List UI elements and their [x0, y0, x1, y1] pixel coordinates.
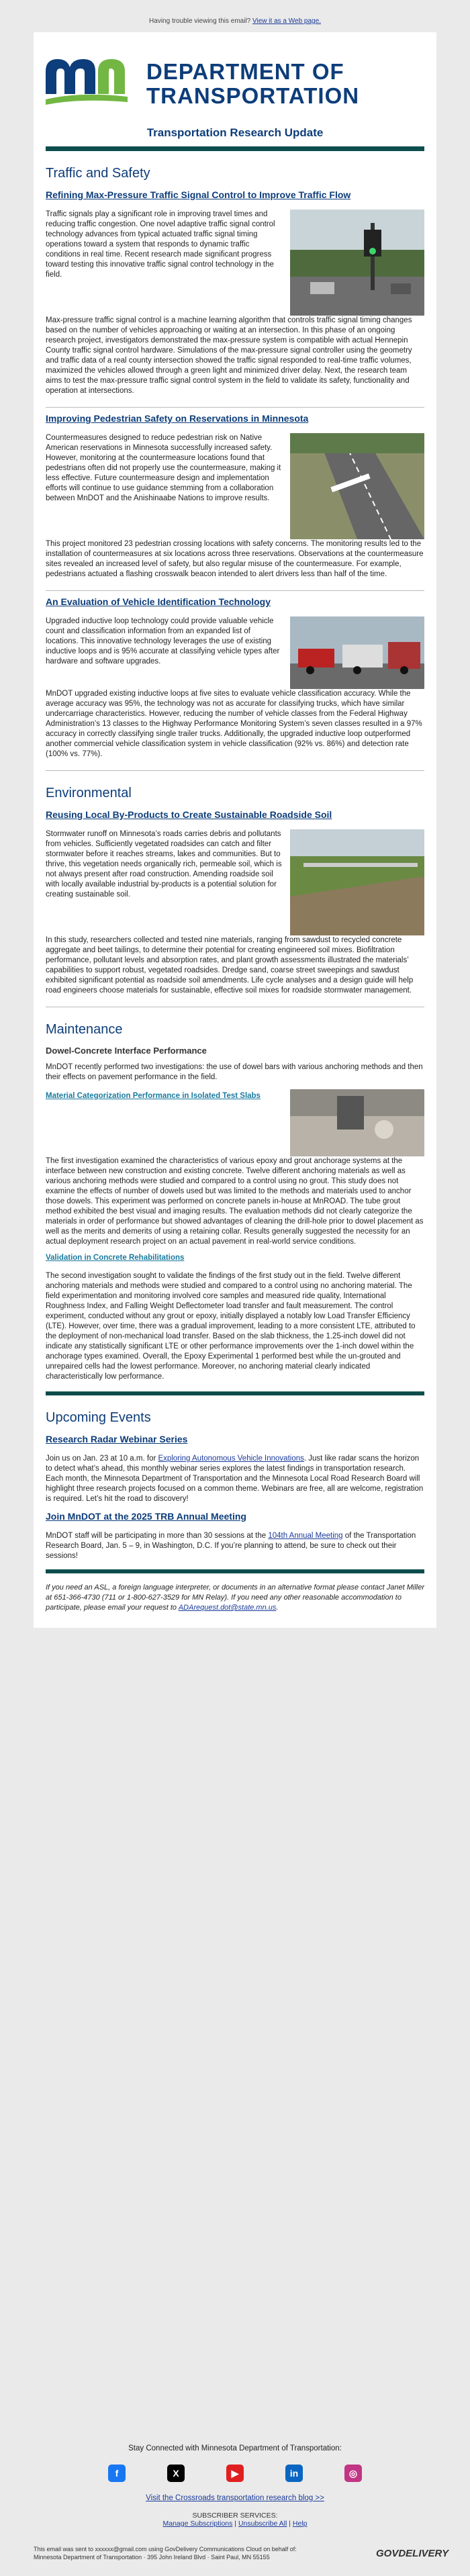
divider	[46, 590, 424, 591]
top-notice-text: Having trouble viewing this email?	[149, 17, 253, 25]
trb-body	[46, 1531, 424, 1561]
section-upcoming: Upcoming Events	[46, 1410, 151, 1425]
dept-line-1: DEPARTMENT OF	[146, 59, 344, 84]
help-link[interactable]: Help	[292, 2520, 308, 2528]
top-notice	[0, 0, 470, 30]
vehicle-p1: Upgraded inductive loop technology could provide valuable vehicle count and classification information from an expanded list of locations. This innovative technology leverages the use of existing inductive loops and is 95% accurate at classifying vehicle types after hardware and software upgrades.	[46, 617, 280, 665]
maxpressure-p2: Max-pressure traffic signal control is a machine learning algorithm that controls traffic signal timing changes based on the number of vehicles approaching or waiting at an intersection. In this phase of an ongoing research project, investigators demonstrated the max-pressure system is compatible with actual Hennepin County traffic signal control hardware. Simulations of the max-pressure signal controller using the geometry and traffic data of a real county intersection showed the traffic signal responded to real-time traffic volumes, maximized the vehicles allowed through a green light and minimized driver delay. Next, the research team aims to test the max-pressure traffic signal control system in the field to validate its safety, functionality and operation at intersections.	[46, 316, 412, 395]
soil-p2: In this study, researchers collected and tested nine materials, ranging from sawdust to recycled concrete aggregate and beet tailings, to determine their potential for creating engineered soil mixes. Biofiltration performance, pollutant levels and absorption rates, and plant growth assessments illustrated the materials’ capabilities to support robust, vegetated roadsides. Dredge sand, coarse street sweepings and sawdust exhibited significant potential as roadside soil amendments. Life cycle analyses and a design guide will help road engineers choose materials for sustainable, effective soil mixes for roadside stormwater management.	[46, 936, 414, 995]
dept-line-2: TRANSPORTATION	[146, 83, 360, 108]
manage-subscriptions-link[interactable]: Manage Subscriptions	[162, 2520, 233, 2528]
vehicles-photo	[290, 616, 424, 689]
vehicle-p2: MnDOT upgraded existing inductive loops at five sites to evaluate vehicle classification accuracy. While the average accuracy was 95%, the technology was not as accurate for classifying trucks, which have similar undercarriage characteristics. However, reducing the number of vehicle classes from the Federal Highway Administration’s 13 classes to the Highway Performance Monitoring System’s seven classes resulted in a 97% accuracy in correctly classifying single trailer trucks. Additionally, the upgraded inductive loop outperformed another commercial vehicle classification system in vehicle classification (92% vs. 86%) and detection rate (100% vs. 77%).	[46, 690, 422, 758]
dowel-rehab-link[interactable]: Validation in Concrete Rehabilitations	[46, 1254, 185, 1262]
pedestrian-p2: This project monitored 23 pedestrian crossing locations with safety concerns. The monitoring results led to the installation of countermeasures at six locations across three reservations. Observations at the countermeasure sites revealed an increased level of safety, but also regular misuse of the countermeasure. For example, pedestrians actuated a flashing crosswalk beacon intended to alert drivers less than half of the time.	[46, 540, 424, 578]
trb-post: of the Transportation Research Board, Jan. 5 – 9, in Washington, D.C. If you’re planning to attend, be sure to check out their sessions!	[46, 1532, 416, 1560]
article-maxpressure-title[interactable]: Refining Max-Pressure Traffic Signal Control to Improve Traffic Flow	[46, 189, 351, 200]
article-vehicle-title[interactable]: An Evaluation of Vehicle Identification Technology	[46, 596, 271, 607]
concrete-testing-photo	[290, 1089, 424, 1156]
dowel-p1: The first investigation examined the characteristics of various epoxy and grout anchorage systems at the interface between new construction and existing concrete. Twelve different anchoring materials as well as various anchoring methods were studied and compared to a control using no grout. This study does not examine the effects of number of dowels used but was limited to the methods and materials used to anchor those dowels. This experiment was performed on concrete panels in-house at MnROAD. The tube grout method exhibited the best visual and imaging results. The evaluation methods did not clearly categorize the materials in order of performance but showed advantages of cleaning the drill-hole prior to dowel placement as well as the merits and demerits of using a retaining collar. Results generally suggested the necessity for an actual deployment research project on an actual pavement in real-world service conditions.	[46, 1157, 424, 1246]
webinar-post: . Just like radar scans the horizon to detect what’s ahead, this monthly webinar series explores the latest findings in transportation research. Each month, the Minnesota Department of Transportation and the Minnesota Local Road Research Board will highlight three research projects focused on a common theme. Webinars are free, all are welcome, registration is required. Let’s hit the road to discovery!	[46, 1455, 424, 1503]
subscriber-label: SUBSCRIBER SERVICES:	[192, 2512, 278, 2520]
email-card	[34, 32, 436, 1628]
subscriber-services: SUBSCRIBER SERVICES: Manage Subscriptions | Unsubscribe All | Help	[34, 2512, 436, 2528]
trb-pre: MnDOT staff will be participating in more than 30 sessions at the	[46, 1532, 269, 1540]
section-traffic-safety: Traffic and Safety	[46, 166, 150, 181]
youtube-icon[interactable]: ▶	[226, 2465, 244, 2482]
dowel-test-slabs-link[interactable]: Material Categorization Performance in Isolated Test Slabs	[46, 1092, 261, 1100]
webinar-pre: Join us on Jan. 23 at 10 a.m. for	[46, 1455, 158, 1463]
unsubscribe-link[interactable]: Unsubscribe All	[238, 2520, 287, 2528]
dowel-subtitle: Dowel-Concrete Interface Performance	[46, 1046, 207, 1056]
view-web-link[interactable]: View it as a Web page.	[252, 17, 321, 25]
soil-p1: Stormwater runoff on Minnesota’s roads carries debris and pollutants from vehicles. Sufficiently vegetated roadsides can catch and filter stormwater before it reaches streams, lakes and communities. But to thrive, this vegetation needs organically rich, permeable soil, which is not always present after road construction. Amending roadside soil with locally available industrial by-products is a potential solution for creating sustainable soil.	[46, 830, 282, 899]
linkedin-icon[interactable]: in	[285, 2465, 303, 2482]
webinar-link[interactable]: Exploring Autonomous Vehicle Innovations	[158, 1455, 304, 1463]
newsletter-title: Transportation Research Update	[146, 126, 324, 139]
trb-title[interactable]: Join MnDOT at the 2025 TRB Annual Meeting	[46, 1511, 246, 1522]
govdelivery-logo: GOVDELIVERY	[376, 2548, 449, 2559]
pedestrian-p1: Countermeasures designed to reduce pedestrian risk on Native American reservations in Minnesota successfully increased safety. However, monitoring at the countermeasure locations found that pedestrians often did not properly use the countermeasure, making it less effective. Future countermeasure design and implementation efforts will continue to use guidance stemming from a collaboration between MnDOT and the Anishinaabe Nations to improve results.	[46, 434, 281, 502]
footer	[34, 2444, 436, 2528]
dowel-intro: MnDOT recently performed two investigations: the use of dowel bars with various anchoring methods and then their effects on pavement performance in the field.	[46, 1063, 423, 1081]
accessibility-end: .	[276, 1604, 279, 1612]
article-pedestrian-title[interactable]: Improving Pedestrian Safety on Reservations in Minnesota	[46, 413, 309, 424]
fine-print-text: This email was sent to xxxxxx@gmail.com using GovDelivery Communications Cloud on behalf of: Minnesota Department of Transportation · 395 John Ireland Blvd · Saint Paul, MN 55155	[34, 2546, 297, 2561]
instagram-icon[interactable]: ◎	[344, 2465, 362, 2482]
blog-link[interactable]: Visit the Crossroads transportation research blog >>	[146, 2494, 324, 2502]
section-rule	[46, 1391, 424, 1395]
maxpressure-p1: Traffic signals play a significant role in improving travel times and reducing traffic congestion. One novel adaptive traffic signal control technology advances from typical actuated traffic signal timing operations toward a system that responds to dynamic traffic conditions in real time. Recent research made significant progress toward testing this innovative traffic signal control technology in the field.	[46, 210, 275, 279]
crosswalk-aerial-photo	[290, 433, 424, 539]
ada-email-link[interactable]: ADArequest.dot@state.mn.us	[178, 1604, 277, 1612]
accessibility-text: If you need an ASL, a foreign language interpreter, or documents in an alternative format please contact Janet Miller at 651-366-4730 (711 or 1-800-627-3529 for MN Relay). If you need any other reasonable accommodation to participate, please email your request to	[46, 1583, 424, 1612]
webinar-body	[46, 1454, 424, 1504]
trb-link[interactable]: 104th Annual Meeting	[268, 1532, 343, 1540]
accessibility-note	[34, 1573, 436, 1628]
stay-connected: Stay Connected with Minnesota Department of Transportation:	[128, 2444, 342, 2452]
dowel-p2: The second investigation sought to validate the findings of the first study out in the field. Twelve different anchoring materials and methods were studied and compared to a control using no anchoring material. The field experimentation and monitoring involved core samples and measured ride quality, International Roughness Index, and Falling Weight Deflectometer load transfer and fault measurement. The control experiment, conducted without any grout or epoxy, initially displayed a notably low Load Transfer Efficiency (LTE). However, over time, there was a gradual improvement, leading to a more consistent LTE, attributed to the deployment of non-mechanical load transfer. Based on the slab thickness, the 1.25-inch dowel did not indicate any statistically significant LTE or other performance improvements over the 1-inch dowel within the anchorage types examined. Overall, the Epoxy Experimental 1 performed best while the un-grouted and unrepaired cells had the lowest performance. Moreover, no anchoring material clearly indicated characteristically low performance.	[46, 1272, 416, 1381]
section-environmental: Environmental	[46, 786, 132, 800]
roadside-soil-photo	[290, 829, 424, 935]
divider	[46, 407, 424, 408]
traffic-signal-photo	[290, 210, 424, 316]
divider	[46, 770, 424, 771]
social-icons	[34, 2465, 436, 2482]
section-maintenance: Maintenance	[46, 1022, 123, 1037]
x-icon[interactable]: X	[167, 2465, 185, 2482]
webinar-title[interactable]: Research Radar Webinar Series	[46, 1434, 188, 1444]
article-soil-title[interactable]: Reusing Local By-Products to Create Sustainable Roadside Soil	[46, 809, 332, 820]
facebook-icon[interactable]: f	[108, 2465, 126, 2482]
top-rule	[46, 146, 424, 151]
mndot-logo	[34, 32, 436, 126]
